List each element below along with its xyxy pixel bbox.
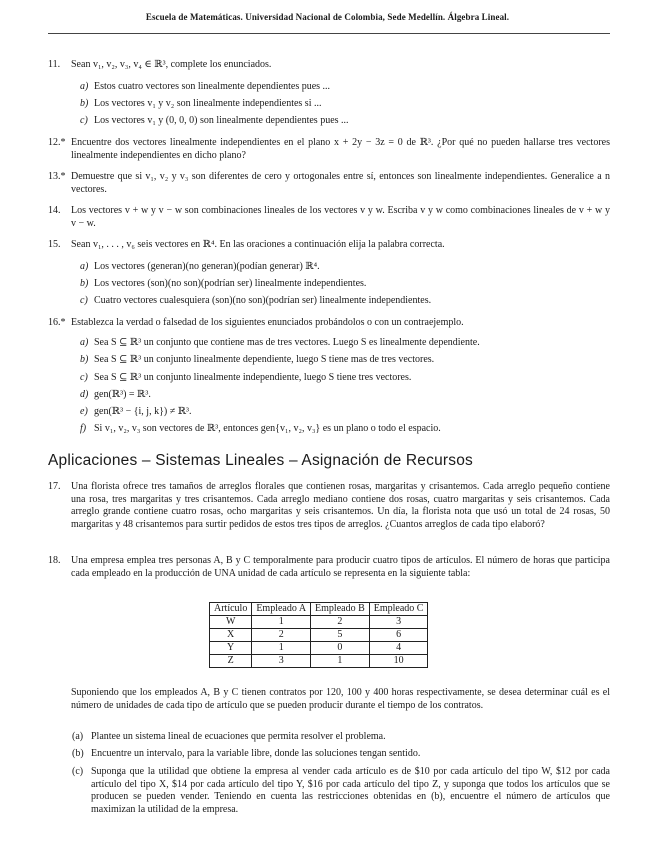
exercise-text: Sean v₁, v₂, v₃, v₄ ∈ ℝ³, complete los enunciados. <box>71 59 272 70</box>
sub-text: Sea S ⊆ ℝ³ un conjunto linealmente independiente, luego S tiene tres vectores. <box>94 372 412 383</box>
sub-label: c) <box>80 372 88 383</box>
table-row <box>210 629 428 642</box>
table-header-cell: Empleado A <box>252 603 311 616</box>
table-cell: Y <box>210 642 252 655</box>
sub-label: e) <box>80 406 88 417</box>
exercise-number: 13.* <box>48 171 66 182</box>
sub-text: Estos cuatro vectores son linealmente dependientes pues ... <box>94 81 331 92</box>
exercise-17 <box>48 481 610 531</box>
sub-text: Si v₁, v₂, v₃ son vectores de ℝ³, entonces gen{v₁, v₂, v₃} es un plano o todo el espacio. <box>94 423 441 434</box>
table-cell: 1 <box>311 655 370 668</box>
table-cell: 10 <box>369 655 428 668</box>
sub-label: (b) <box>72 748 84 759</box>
exercise-text: Demuestre que si v₁, v₂ y v₃ son diferentes de cero y ortogonales entre sí, entonces son linealmente independientes. Generalice a n vectores. <box>71 171 610 195</box>
table-cell: 1 <box>252 642 311 655</box>
sub-text: Encuentre un intervalo, para la variable libre, donde las soluciones tengan sentido. <box>91 748 421 759</box>
sub-label: c) <box>80 115 88 126</box>
exercise-13 <box>48 171 610 196</box>
sub-label: a) <box>80 337 89 348</box>
sub-text: Los vectores v₁ y (0, 0, 0) son linealmente dependientes pues ... <box>94 115 349 126</box>
page-header: Escuela de Matemáticas. Universidad Nacional de Colombia, Sede Medellín. Álgebra Lineal. <box>145 12 510 22</box>
exercise-number: 15. <box>48 239 61 250</box>
exercise-11a <box>80 81 610 94</box>
table-header-row <box>210 603 428 616</box>
sub-text: Sea S ⊆ ℝ³ un conjunto linealmente dependiente, luego S tiene mas de tres vectores. <box>94 354 435 365</box>
sub-text: Plantee un sistema lineal de ecuaciones que permita resolver el problema. <box>91 731 386 742</box>
exercise-18-context: Suponiendo que los empleados A, B y C tienen contratos por 120, 100 y 400 horas respectivamente, se desea determinar cuál es el número de unidades de cada tipo de artículo que se pueden producir durante el tiempo de los contratos. <box>71 687 610 711</box>
exercise-number: 16.* <box>48 317 66 328</box>
table-cell: 5 <box>311 629 370 642</box>
exercise-11c <box>80 115 610 128</box>
table-row <box>210 642 428 655</box>
exercise-15 <box>48 239 610 252</box>
table-cell: 0 <box>311 642 370 655</box>
sub-text: gen(ℝ³) = ℝ³. <box>94 389 151 400</box>
sub-label: (c) <box>72 766 84 777</box>
exercise-15b <box>80 278 610 291</box>
exercise-18b <box>72 748 610 761</box>
exercise-11b <box>80 98 610 111</box>
sub-label: d) <box>80 389 89 400</box>
sub-label: c) <box>80 295 88 306</box>
sub-label: a) <box>80 261 89 272</box>
sub-text: gen(ℝ³ − {i, j, k}) ≠ ℝ³. <box>94 406 192 417</box>
table-cell: 4 <box>369 642 428 655</box>
exercise-16f <box>80 423 610 436</box>
header-rule <box>48 33 610 34</box>
sub-text: Cuatro vectores cualesquiera (son)(no son)(podrían ser) linealmente independientes. <box>94 295 432 306</box>
exercise-number: 11. <box>48 59 61 70</box>
sub-text: Suponga que la utilidad que obtiene la empresa al vender cada artículo es de $10 por cada artículo del tipo W, $12 por cada artículo del tipo X, $14 por cada artículo del tipo Y, $16 por cada artículo del tipo Z, y suponga que todos los artículos que se producen se pueden vender. Teniendo en cuenta las restricciones obtenidas en (b), encuentre el número de artículos que maximizan la utilidad de la empresa. <box>91 766 610 815</box>
sub-label: (a) <box>72 731 84 742</box>
exercise-number: 18. <box>48 555 61 566</box>
sub-label: b) <box>80 354 89 365</box>
exercise-16c <box>80 372 610 385</box>
table-cell: X <box>210 629 252 642</box>
exercise-text: Sean v₁, . . . , v₆ seis vectores en ℝ⁴. En las oraciones a continuación elija la palabra correcta. <box>71 239 445 250</box>
table-cell: Z <box>210 655 252 668</box>
table-cell: W <box>210 616 252 629</box>
sub-label: f) <box>80 423 87 434</box>
exercise-16e <box>80 406 610 419</box>
exercise-16d <box>80 389 610 402</box>
exercise-15c <box>80 295 610 308</box>
table-cell: 1 <box>252 616 311 629</box>
table-row <box>210 616 428 629</box>
sub-label: a) <box>80 81 89 92</box>
sub-text: Los vectores v₁ y v₂ son linealmente independientes si ... <box>94 98 322 109</box>
exercise-text: Los vectores v + w y v − w son combinaciones lineales de los vectores v y w. Escriba v y w como combinaciones lineales de v + w y v − w. <box>71 205 610 229</box>
exercise-18a <box>72 731 610 744</box>
table-cell: 2 <box>252 629 311 642</box>
exercise-number: 12.* <box>48 137 66 148</box>
exercise-15a <box>80 261 610 274</box>
exercise-text: Establezca la verdad o falsedad de los siguientes enunciados probándolos o con un contraejemplo. <box>71 317 464 328</box>
exercise-number: 14. <box>48 205 61 216</box>
hours-table <box>209 602 428 668</box>
table-cell: 2 <box>311 616 370 629</box>
table-cell: 3 <box>252 655 311 668</box>
exercise-16b <box>80 354 610 367</box>
exercise-16 <box>48 317 610 330</box>
sub-label: b) <box>80 278 89 289</box>
table-cell: 6 <box>369 629 428 642</box>
exercise-18 <box>48 555 610 580</box>
exercise-18c <box>72 766 610 816</box>
exercise-16a <box>80 337 610 350</box>
exercise-11 <box>48 59 610 72</box>
exercise-12 <box>48 137 610 162</box>
sub-text: Los vectores (son)(no son)(podrían ser) linealmente independientes. <box>94 278 367 289</box>
table-cell: 3 <box>369 616 428 629</box>
section-title: Aplicaciones – Sistemas Lineales – Asignación de Recursos <box>48 452 473 469</box>
exercise-text: Encuentre dos vectores linealmente independientes en el plano x + 2y − 3z = 0 de ℝ³. ¿Por qué no pueden hallarse tres vectores linealmente independientes en dicho plano? <box>71 137 610 161</box>
exercise-text: Una florista ofrece tres tamaños de arreglos florales que contienen rosas, margaritas y crisantemos. Cada arreglo pequeño contiene una rosa, tres margaritas y tres crisantemos. Cada arreglo mediano contiene dos rosas, cuatro margaritas y seis crisantemos. Cada arreglo grande contiene cuatro rosas, ocho margaritas y seis crisantemos. Un día, la florista nota que usó un total de 24 rosas, 50 margaritas y 48 crisantemos para surtir pedidos de estos tres tipos de arreglos. ¿Cuantos arreglos de cada tipo elaboró? <box>71 481 610 530</box>
table-header-cell: Artículo <box>210 603 252 616</box>
sub-label: b) <box>80 98 89 109</box>
table-row <box>210 655 428 668</box>
exercise-14 <box>48 205 610 230</box>
sub-text: Los vectores (generan)(no generan)(podían generar) ℝ⁴. <box>94 261 320 272</box>
table-header-cell: Empleado C <box>369 603 428 616</box>
exercise-text: Una empresa emplea tres personas A, B y C temporalmente para producir cuatro tipos de artículos. El número de horas que participa cada empleado en la producción de UNA unidad de cada artículo se representa en la siguiente tabla: <box>71 555 610 579</box>
table-header-cell: Empleado B <box>311 603 370 616</box>
exercise-number: 17. <box>48 481 61 492</box>
sub-text: Sea S ⊆ ℝ³ un conjunto que contiene mas de tres vectores. Luego S es linealmente dependiente. <box>94 337 480 348</box>
